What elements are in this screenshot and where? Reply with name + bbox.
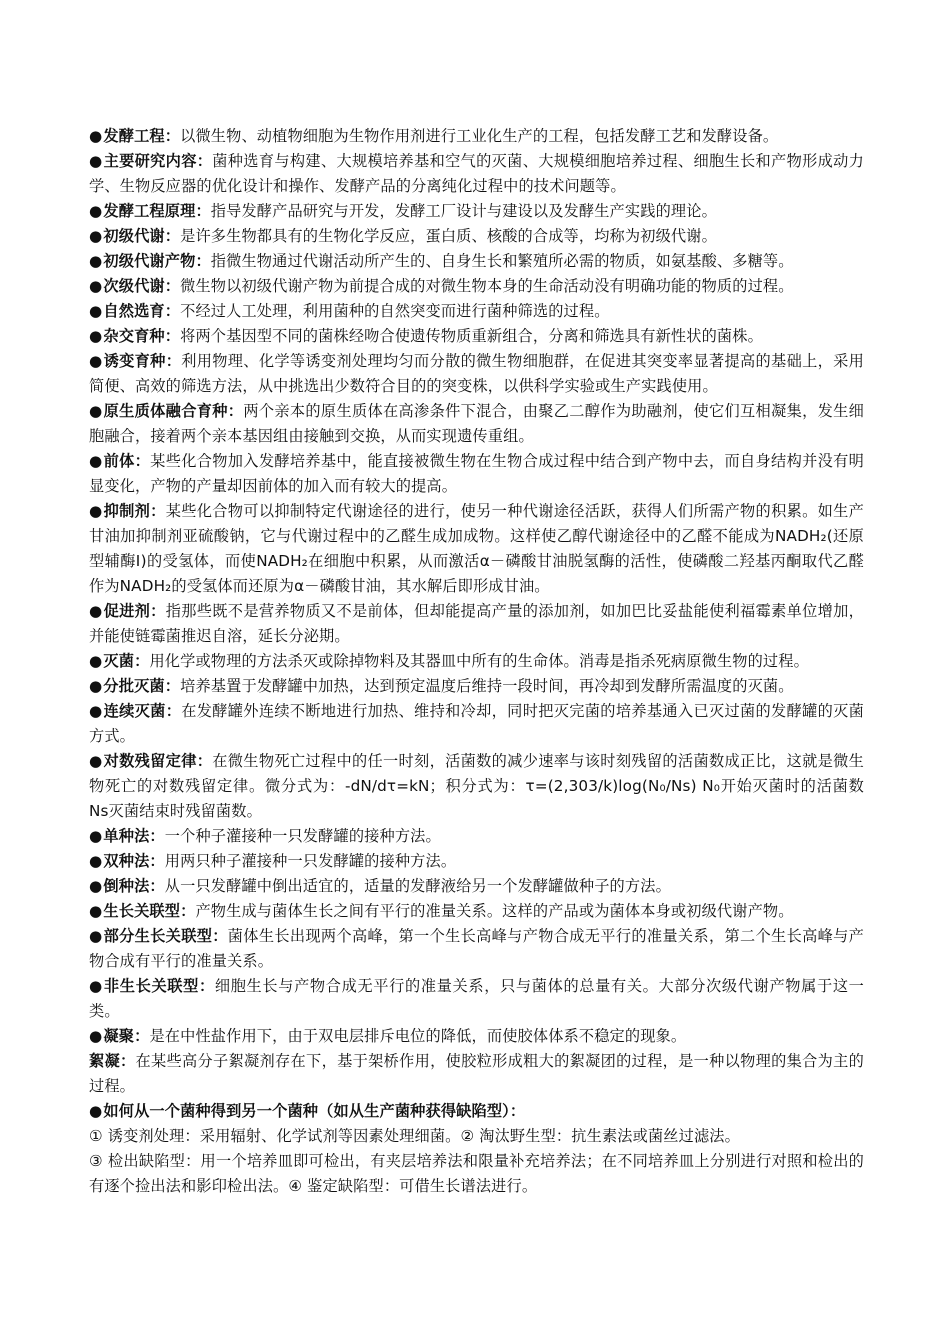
entry-separator: ： (164, 127, 181, 145)
entry-separator: ： (149, 852, 165, 870)
entry-definition: 产物生成与菌体生长之间有平行的准量关系。这样的产品或为菌体本身或初级代谢产物。 (195, 902, 794, 920)
entry-definition: 两个亲本的原生质体在高渗条件下混合，由聚乙二醇作为助融剂，使它们互相凝集，发生细胞融合，接着两个亲本基因组由接触到交换，从而实现遗传重组。 (89, 402, 865, 445)
entry-definition: 一个种子灌接种一只发酵罐的接种方法。 (164, 827, 441, 845)
bullet-icon: ● (89, 452, 103, 470)
definition-entry (89, 924, 864, 974)
entry-term: 连续灭菌 (103, 702, 166, 720)
flocculation-entry (89, 1049, 864, 1099)
bullet-icon: ● (89, 902, 103, 920)
entry-separator: ： (196, 752, 213, 770)
entry-definition: 以微生物、动植物细胞为生物作用剂进行工业化生产的工程，包括发酵工艺和发酵设备。 (180, 127, 779, 145)
entry-definition: 从一只发酵罐中倒出适宜的，适量的发酵液给另一个发酵罐做种子的方法。 (164, 877, 671, 895)
definition-entry (89, 599, 864, 649)
definition-entry (89, 749, 864, 824)
entry-separator: ： (165, 352, 182, 370)
entry-definition: 用两只种子灌接种一只发酵罐的接种方法。 (164, 852, 457, 870)
entry-term: 诱变育种 (103, 352, 166, 370)
entry-separator: ： (134, 452, 151, 470)
entry-term: 发酵工程原理 (103, 202, 196, 220)
entry-term: 初级代谢 (103, 227, 165, 245)
entry-definition: 不经过人工处理，利用菌种的自然突变而进行菌种筛选的过程。 (180, 302, 610, 320)
definition-entry (89, 199, 864, 224)
step-paragraph-2: ③ 检出缺陷型：用一个培养皿即可检出，有夹层培养法和限量补充培养法；在不同培养皿上分别进行对照和检出的有逐个捡出法和影印检出法。④ 鉴定缺陷型：可借生长谱法进行。 (89, 1152, 864, 1195)
entry-term: 原生质体融合育种 (103, 402, 228, 420)
entry-term: 非生长关联型 (103, 977, 199, 995)
entry-definition: 是许多生物都具有的生物化学反应，蛋白质、核酸的合成等，均称为初级代谢。 (180, 227, 717, 245)
entry-term: 对数残留定律 (103, 752, 197, 770)
entry-separator: ： (164, 302, 181, 320)
bullet-icon: ● (89, 252, 103, 270)
entry-definition: 将两个基因型不同的菌株经吻合使遗传物质重新组合，分离和筛选具有新性状的菌株。 (180, 327, 763, 345)
entry-definition: 指微生物通过代谢活动所产生的、自身生长和繁殖所必需的物质，如氨基酸、多糖等。 (210, 252, 794, 270)
entry-separator: ： (164, 327, 181, 345)
bullet-icon: ● (89, 1027, 103, 1045)
bullet-icon: ● (89, 702, 103, 720)
entry-separator: ： (212, 927, 228, 945)
entry-definition: 某些化合物加入发酵培养基中，能直接被微生物在生物合成过程中结合到产物中去，而自身结构并没有明显变化，产物的产量却因前体的加入而有较大的提高。 (89, 452, 864, 495)
entry-definition: 用化学或物理的方法杀灭或除掉物料及其器皿中所有的生命体。消毒是指杀死病原微生物的过程。 (149, 652, 809, 670)
entry-definition: 在某些高分子絮凝剂存在下，基于架桥作用，使胶粒形成粗大的絮凝团的过程，是一种以物理的集合为主的过程。 (89, 1052, 864, 1095)
entry-term: 凝聚 (103, 1027, 135, 1045)
definition-entry (89, 449, 864, 499)
entry-term: 杂交育种 (103, 327, 165, 345)
entry-separator: ： (164, 277, 181, 295)
entry-term: 分批灭菌 (103, 677, 165, 695)
bullet-icon: ● (89, 652, 103, 670)
entry-definition: 菌种选育与构建、大规模培养基和空气的灭菌、大规模细胞培养过程、细胞生长和产物形成动力学、生物反应器的优化设计和操作、发酵产品的分离纯化过程中的技术问题等。 (89, 152, 864, 195)
entry-separator: ： (164, 227, 181, 245)
entry-separator: ： (120, 1052, 136, 1070)
bullet-icon: ● (89, 352, 103, 370)
entry-definition: 培养基置于发酵罐中加热，达到预定温度后维持一段时间，再冷却到发酵所需温度的灭菌。 (180, 677, 794, 695)
definition-entry (89, 274, 864, 299)
question-heading (89, 1099, 864, 1124)
definition-entry (89, 299, 864, 324)
entry-term: 絮凝 (89, 1052, 121, 1070)
entry-definition: 利用物理、化学等诱变剂处理均匀而分散的微生物细胞群，在促进其突变率显著提高的基础上，采用简便、高效的筛选方法，从中挑选出少数符合目的的突变株，以供科学实验或生产实践使用。 (89, 352, 864, 395)
entry-definition: 是在中性盐作用下，由于双电层排斥电位的降低，而使胶体体系不稳定的现象。 (149, 1027, 687, 1045)
bullet-icon: ● (89, 502, 103, 520)
bullet-icon: ● (89, 402, 103, 420)
definition-entry (89, 899, 864, 924)
question-text: 如何从一个菌种得到另一个菌种（如从生产菌种获得缺陷型）： (103, 1102, 526, 1120)
entry-definition: 在发酵罐外连续不断地进行加热、维持和冷却，同时把灭完菌的培养基通入已灭过菌的发酵罐的灭菌方式。 (89, 702, 864, 745)
entry-separator: ： (165, 702, 182, 720)
entry-separator: ： (227, 402, 244, 420)
entry-separator: ： (195, 202, 211, 220)
entry-term: 初级代谢产物 (103, 252, 196, 270)
entry-definition: 某些化合物可以抑制特定代谢途径的进行，使另一种代谢途径活跃，获得人们所需产物的积累。如生产甘油加抑制剂亚硫酸钠，它与代谢过程中的乙醛生成加成物。这样使乙醇代谢途径中的乙醛不能成为NADH₂(还原型辅酶Ⅰ)的受氢体，而使NADH₂在细胞中积累，从而激活α－磷酸甘油脱氢酶的活性，使磷酸二羟基丙酮取代乙醛作为NADH₂的受氢体而还原为α－磷酸甘油，其水解后即形成甘油。 (89, 502, 865, 595)
bullet-icon: ● (89, 852, 103, 870)
definition-entry (89, 649, 864, 674)
definition-entry (89, 149, 864, 199)
bullet-icon: ● (89, 227, 103, 245)
entry-term: 自然选育 (103, 302, 165, 320)
entry-term: 生长关联型 (103, 902, 181, 920)
entry-definition: 微生物以初级代谢产物为前提合成的对微生物本身的生命活动没有明确功能的物质的过程。 (180, 277, 794, 295)
entry-separator: ： (180, 902, 196, 920)
bullet-icon: ● (89, 602, 103, 620)
entry-definition: 指导发酵产品研究与开发，发酵工厂设计与建设以及发酵生产实践的理论。 (210, 202, 717, 220)
entry-separator: ： (149, 877, 165, 895)
entry-term: 次级代谢 (103, 277, 165, 295)
entry-separator: ： (150, 602, 166, 620)
entry-separator: ： (134, 1027, 150, 1045)
entry-term: 促进剂 (103, 602, 151, 620)
bullet-icon: ● (89, 277, 103, 295)
definition-entry (89, 249, 864, 274)
definition-list (89, 124, 864, 1049)
definition-entry (89, 124, 864, 149)
bullet-icon: ● (89, 202, 103, 220)
entry-separator: ： (150, 502, 166, 520)
bullet-icon: ● (89, 877, 103, 895)
entry-term: 单种法 (103, 827, 150, 845)
entry-definition: 细胞生长与产物合成无平行的准量关系，只与菌体的总量有关。大部分次级代谢产物属于这一类。 (89, 977, 865, 1020)
entry-separator: ： (199, 977, 215, 995)
entry-term: 灭菌 (103, 652, 135, 670)
entry-term: 主要研究内容 (103, 152, 197, 170)
definition-entry (89, 399, 864, 449)
definition-entry (89, 324, 864, 349)
entry-term: 双种法 (103, 852, 150, 870)
entry-term: 倒种法 (103, 877, 150, 895)
bullet-icon: ● (89, 827, 103, 845)
entry-term: 前体 (103, 452, 135, 470)
definition-entry (89, 349, 864, 399)
step-paragraph-1: ① 诱变剂处理：采用辐射、化学试剂等因素处理细菌。② 淘汰野生型：抗生素法或菌丝过滤法。 (89, 1127, 740, 1145)
entry-separator: ： (196, 152, 213, 170)
definition-entry (89, 1024, 864, 1049)
bullet-icon: ● (89, 977, 103, 995)
bullet-icon: ● (89, 1102, 103, 1120)
entry-definition: 菌体生长出现两个高峰，第一个生长高峰与产物合成无平行的准量关系，第二个生长高峰与产物合成有平行的准量关系。 (89, 927, 864, 970)
bullet-icon: ● (89, 152, 103, 170)
entry-definition: 指那些既不是营养物质又不是前体，但却能提高产量的添加剂，如加巴比妥盐能使利福霉素单位增加，并能使链霉菌推迟自溶，延长分泌期。 (89, 602, 865, 645)
entry-term: 抑制剂 (103, 502, 151, 520)
definition-entry (89, 974, 864, 1024)
bullet-icon: ● (89, 327, 103, 345)
entry-term: 部分生长关联型 (103, 927, 213, 945)
entry-definition: 在微生物死亡过程中的任一时刻，活菌数的减少速率与该时刻残留的活菌数成正比，这就是微生物死亡的对数残留定律。微分式为：-dN/dτ=kN；积分式为：τ=(2,303/k)log(N₀/Ns) N₀开始灭菌时的活菌数 Ns灭菌结束时残留菌数。 (89, 752, 864, 820)
definition-entry (89, 824, 864, 849)
entry-term: 发酵工程 (103, 127, 165, 145)
definition-entry (89, 874, 864, 899)
definition-entry (89, 699, 864, 749)
bullet-icon: ● (89, 927, 103, 945)
definition-entry (89, 849, 864, 874)
entry-separator: ： (149, 827, 165, 845)
bullet-icon: ● (89, 302, 103, 320)
bullet-icon: ● (89, 677, 103, 695)
entry-separator: ： (195, 252, 211, 270)
entry-separator: ： (134, 652, 150, 670)
definition-entry (89, 224, 864, 249)
entry-separator: ： (164, 677, 181, 695)
definition-entry (89, 674, 864, 699)
document-page (89, 124, 864, 1199)
definition-entry (89, 499, 864, 599)
bullet-icon: ● (89, 127, 103, 145)
bullet-icon: ● (89, 752, 103, 770)
